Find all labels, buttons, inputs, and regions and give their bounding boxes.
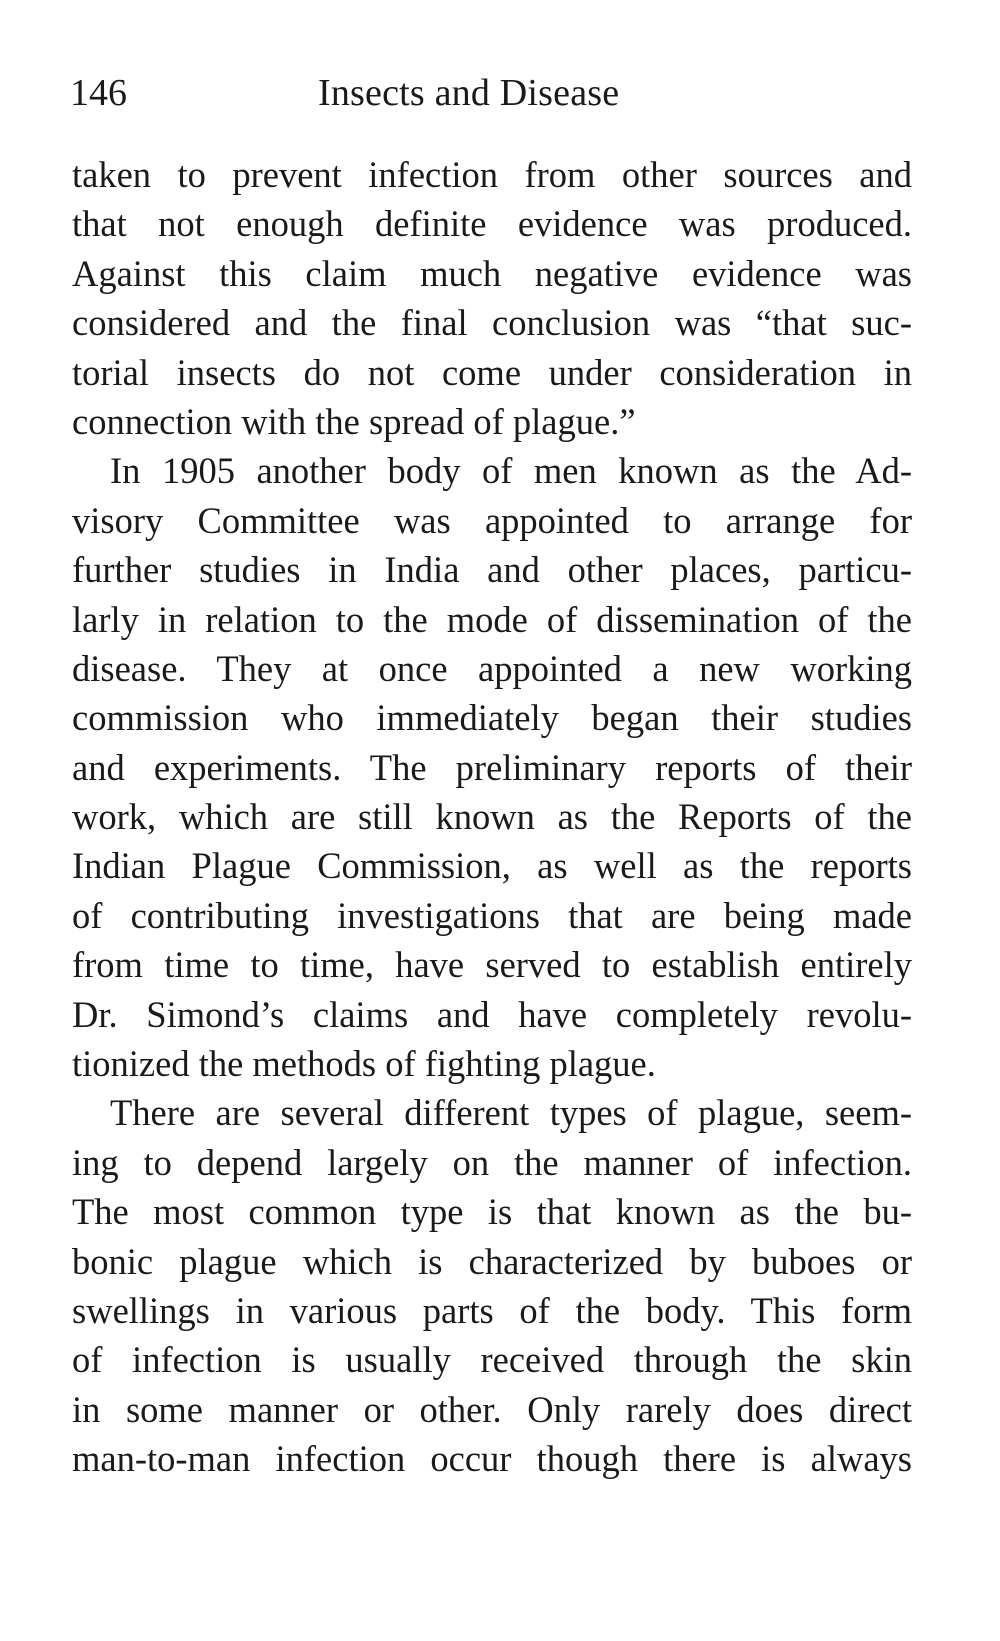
text-line: ing to depend largely on the manner of infection. <box>72 1141 912 1183</box>
text-line: torial insects do not come under consideration in <box>72 351 912 393</box>
text-line: Against this claim much negative evidence was <box>72 252 912 294</box>
running-title: Insects and Disease <box>318 72 620 114</box>
text-line: work, which are still known as the Reports of the <box>72 796 912 838</box>
page-number: 146 <box>70 72 127 114</box>
text-line: taken to prevent infection from other sources and <box>72 154 912 195</box>
text-line: of contributing investigations that are being made <box>72 894 912 936</box>
text-line: man-to-man infection occur though there is always <box>72 1438 912 1480</box>
text-line: from time to time, have served to establish entirely <box>72 944 912 986</box>
text-line: further studies in India and other places, particu- <box>72 549 912 591</box>
text-line: larly in relation to the mode of dissemination of the <box>72 598 912 640</box>
text-line: Indian Plague Commission, as well as the reports <box>72 845 912 887</box>
text-line: Dr. Simond’s claims and have completely revolu- <box>72 993 912 1035</box>
text-line: in some manner or other. Only rarely does direct <box>72 1388 912 1430</box>
running-head <box>70 68 700 118</box>
text-line: In 1905 another body of men known as the Ad- <box>110 450 912 492</box>
text-line: connection with the spread of plague.” <box>72 400 636 442</box>
text-line: There are several different types of plague, seem- <box>110 1092 912 1134</box>
text-line: of infection is usually received through the skin <box>72 1339 912 1381</box>
text-line: tionized the methods of fighting plague. <box>72 1043 656 1085</box>
text-line: swellings in various parts of the body. This form <box>72 1289 912 1331</box>
text-line: disease. They at once appointed a new working <box>72 647 912 689</box>
text-line: The most common type is that known as the bu- <box>72 1191 912 1233</box>
text-line: visory Committee was appointed to arrange for <box>72 499 912 541</box>
text-line: and experiments. The preliminary reports of their <box>72 746 912 788</box>
text-line: that not enough definite evidence was produced. <box>72 203 912 245</box>
text-line: commission who immediately began their studies <box>72 697 912 739</box>
text-line: considered and the final conclusion was “that suc- <box>72 302 912 344</box>
body-text <box>72 150 912 1484</box>
text-line: bonic plague which is characterized by buboes or <box>72 1240 912 1282</box>
